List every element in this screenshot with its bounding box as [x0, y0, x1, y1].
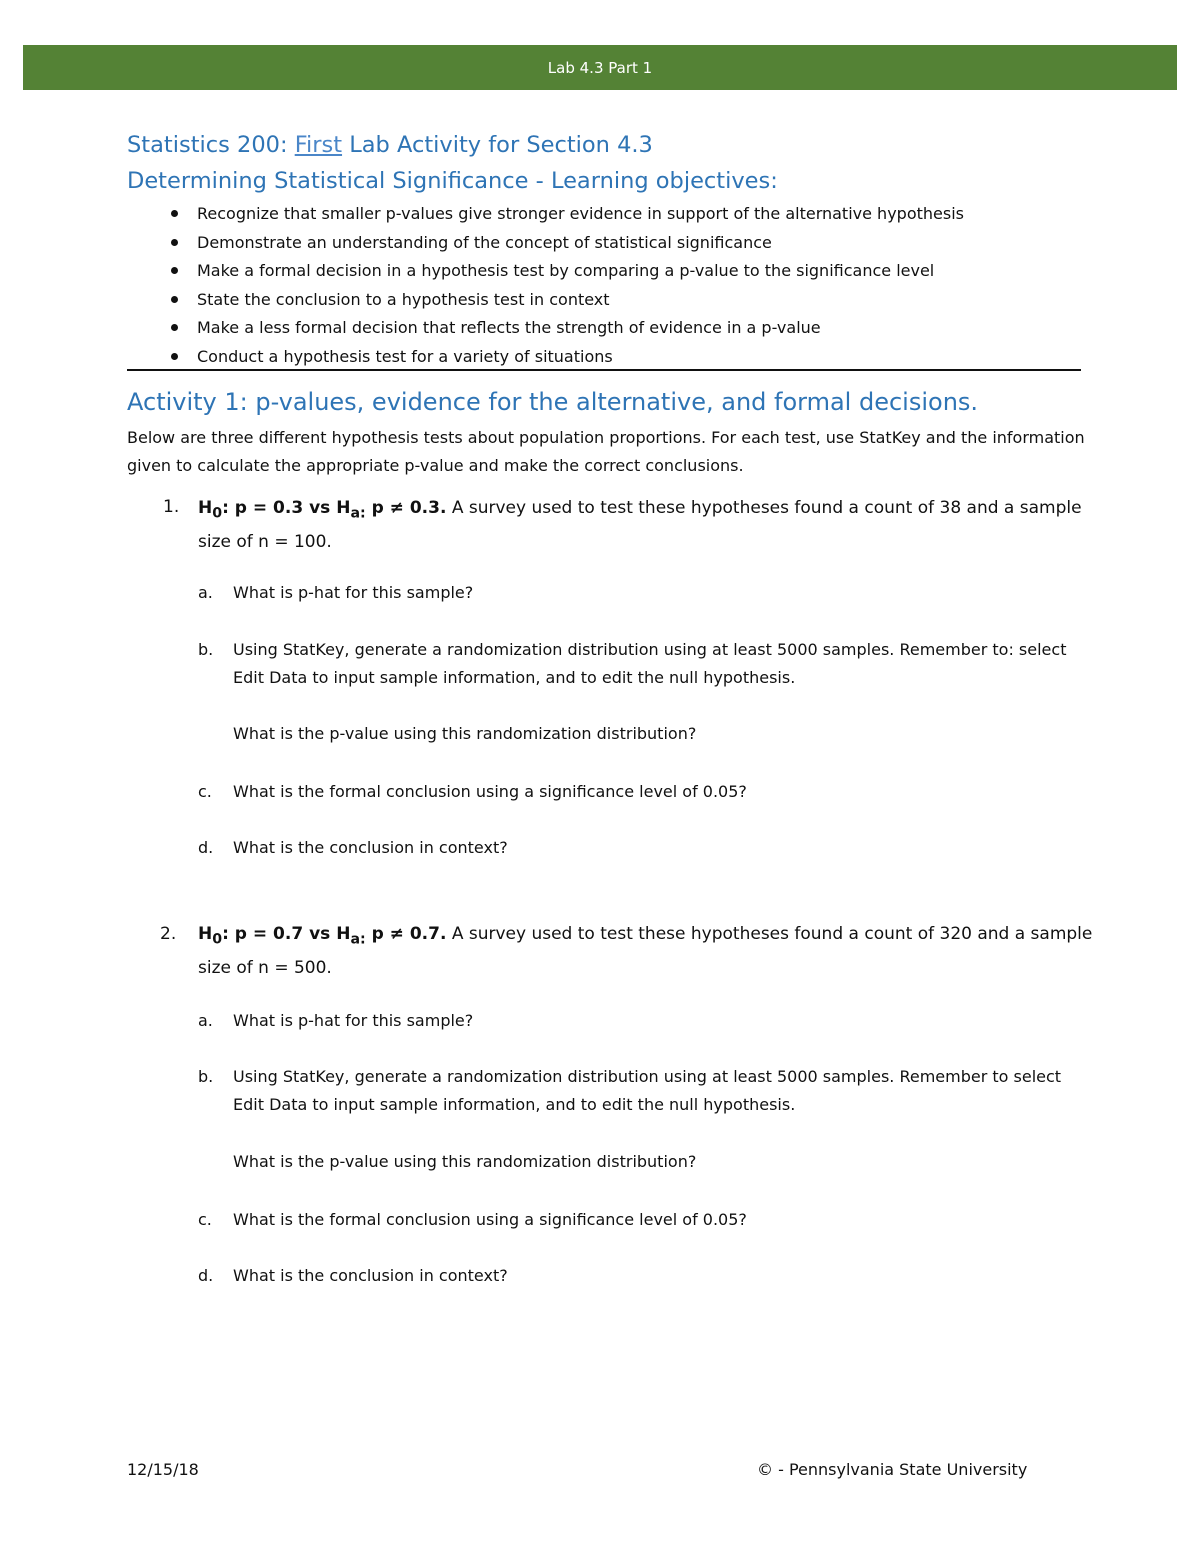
divider [127, 369, 1081, 371]
bullet-icon [171, 239, 178, 246]
q1-b-text: Using StatKey, generate a randomization distribution using at least 5000 samples. Remember to: select Edit Data to input sample information, and to edit the null hypothesis. [233, 640, 1067, 687]
header-bar [23, 45, 1177, 90]
bullet-icon [171, 353, 178, 360]
q1-c-text: What is the formal conclusion using a significance level of 0.05? [233, 782, 747, 801]
q2-b-text: Using StatKey, generate a randomization distribution using at least 5000 samples. Remember to select Edit Data to input sample information, and to edit the null hypothesis. [233, 1067, 1062, 1114]
q2-c-text: What is the formal conclusion using a significance level of 0.05? [233, 1210, 747, 1229]
q2-hypotheses: $H_0$: p = 0.7 vs $H_{a:}$ p ≠ 0.7. [198, 924, 447, 948]
title-first: First [294, 132, 343, 158]
q1-d-text: What is the conclusion in context? [233, 838, 508, 857]
q1-a-label: a. [198, 583, 213, 602]
header-title: Lab 4.3 Part 1 [547, 58, 653, 77]
q1-b-question: What is the p-value using this randomization distribution? [233, 724, 697, 743]
bullet-icon [171, 324, 178, 331]
footer-date: 12/15/18 [127, 1460, 199, 1479]
activity-intro: Below are three different hypothesis tests about population proportions. For each test, use StatKey and the information given to calculate the appropriate p-value and make the correct conclusions. [127, 428, 1085, 475]
bullet-icon [171, 210, 178, 217]
page-title [127, 132, 653, 158]
q1-hypotheses: $H_0$: p = 0.3 vs $H_{a:}$ p ≠ 0.3. [198, 498, 447, 522]
q2-b-label: b. [198, 1067, 214, 1086]
list-item: Demonstrate an understanding of the concept of statistical significance [127, 233, 1087, 262]
q2-d-text: What is the conclusion in context? [233, 1266, 508, 1285]
q1-a-text: What is p-hat for this sample? [233, 583, 474, 602]
list-item: Recognize that smaller p-values give stronger evidence in support of the alternative hypothesis [127, 204, 1087, 233]
bullet-icon [171, 296, 178, 303]
q2-d-label: d. [198, 1266, 214, 1285]
list-item: Make a less formal decision that reflects the strength of evidence in a p-value [127, 318, 1087, 347]
footer-copyright: © - Pennsylvania State University [757, 1460, 1028, 1479]
title-prefix: Statistics 200: [127, 132, 295, 158]
question-1-number: 1. [163, 497, 180, 517]
q2-b-question: What is the p-value using this randomization distribution? [233, 1152, 697, 1171]
q2-c-label: c. [198, 1210, 212, 1229]
page-subtitle: Determining Statistical Significance - Learning objectives: [127, 168, 778, 194]
question-1-text: $H_0$: p = 0.3 vs $H_{a:}$ p ≠ 0.3. A survey used to test these hypotheses found a count of 38 and a sample size of n = 100. [198, 498, 1082, 553]
q1-b-label: b. [198, 640, 214, 659]
question-2-number: 2. [160, 924, 177, 944]
title-suffix: Lab Activity for Section 4.3 [342, 132, 653, 158]
activity-title: Activity 1: p-values, evidence for the alternative, and formal decisions. [127, 388, 979, 416]
bullet-icon [171, 267, 178, 274]
q1-c-label: c. [198, 782, 212, 801]
question-2-text: $H_0$: p = 0.7 vs $H_{a:}$ p ≠ 0.7. A survey used to test these hypotheses found a count of 320 and a sample size of n = 500. [198, 924, 1093, 979]
list-item: Make a formal decision in a hypothesis test by comparing a p-value to the significance level [127, 261, 1087, 290]
q2-a-label: a. [198, 1011, 213, 1030]
list-item: State the conclusion to a hypothesis test in context [127, 290, 1087, 319]
objectives-list [127, 204, 1087, 375]
list-item: Conduct a hypothesis test for a variety of situations [127, 347, 1087, 376]
q2-a-text: What is p-hat for this sample? [233, 1011, 474, 1030]
q1-d-label: d. [198, 838, 214, 857]
